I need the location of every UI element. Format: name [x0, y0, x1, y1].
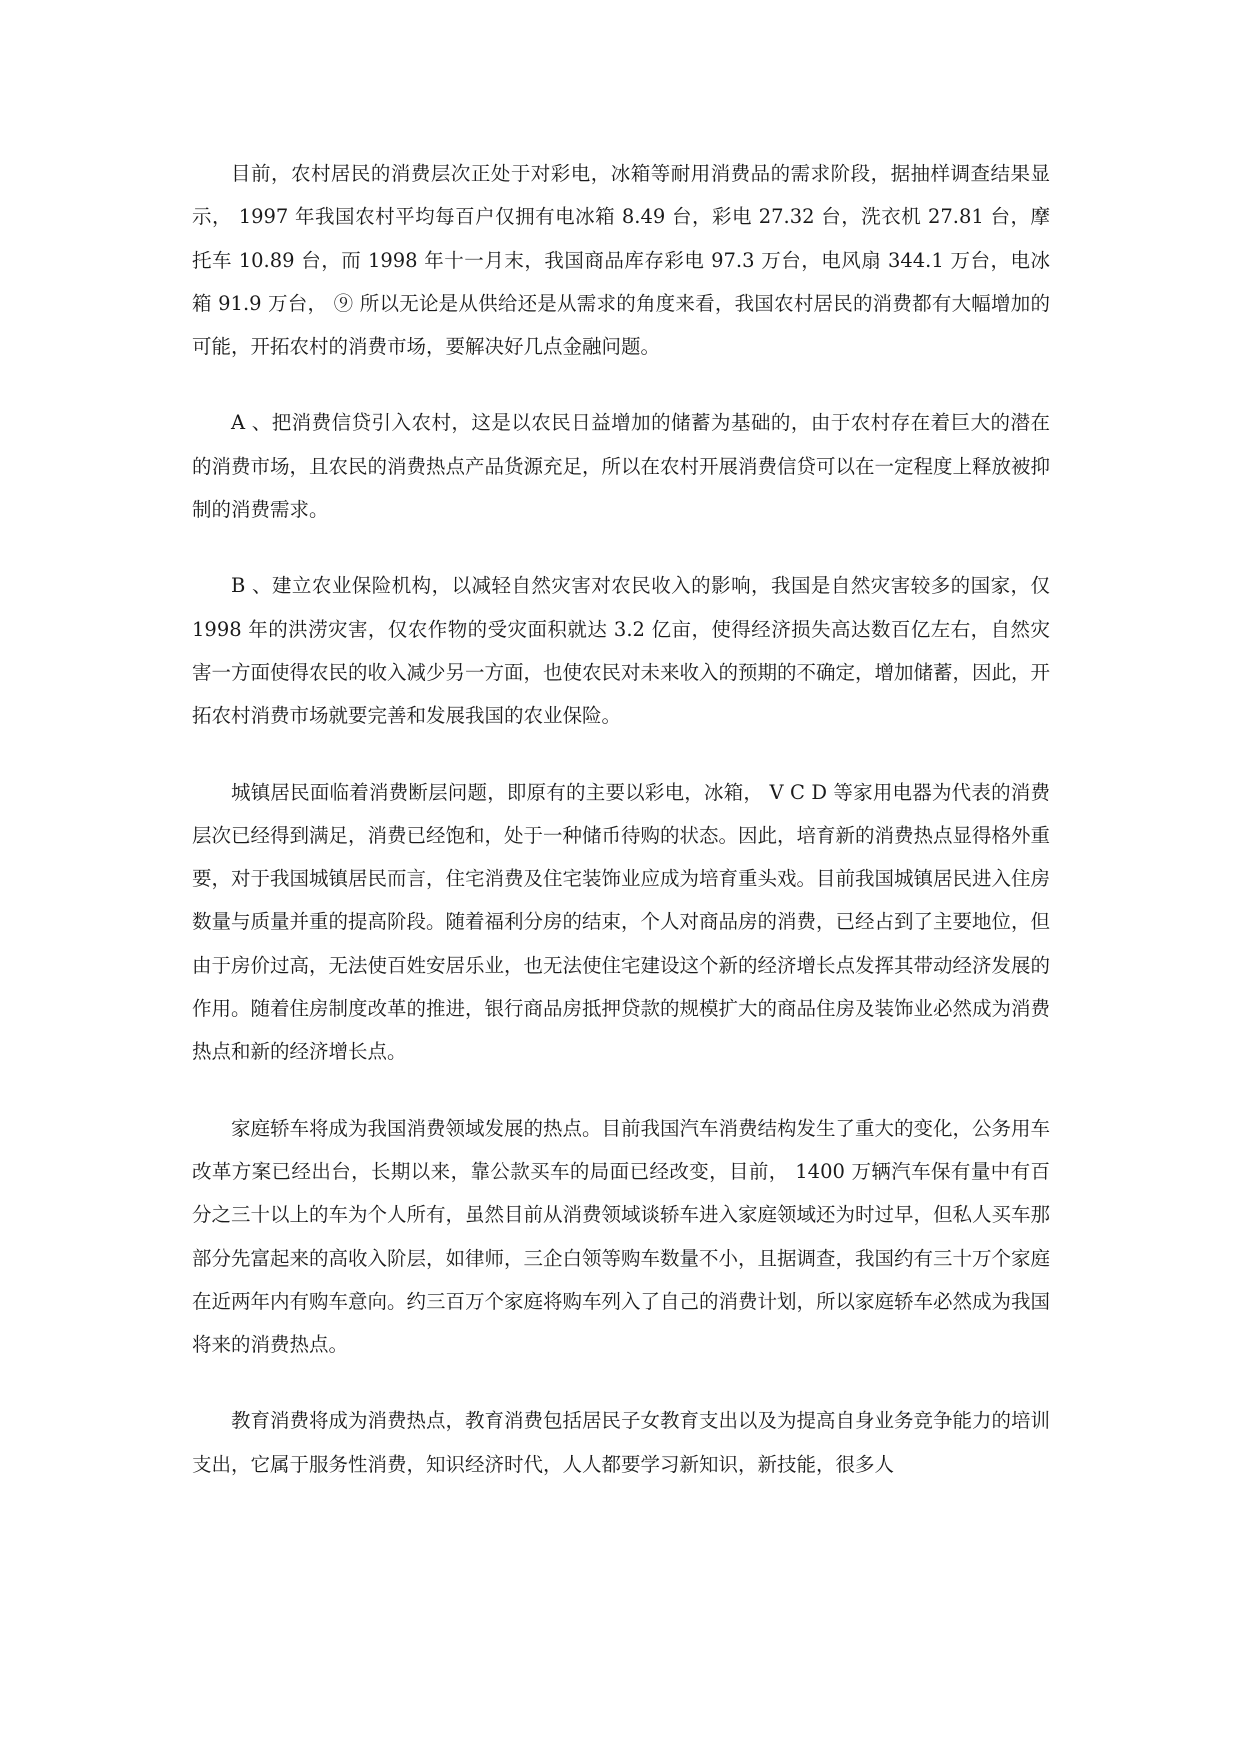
paragraph-agricultural-insurance: B 、建立农业保险机构，以减轻自然灾害对农民收入的影响，我国是自然灾害较多的国家，仅 1998 年的洪涝灾害，仅农作物的受灾面积就达 3.2 亿亩，使得经济损失高达数百亿左右，自然灾害一方面使得农民的收入减少另一方面，也使农民对未来收入的预期的不确定，增加储蓄，因此，开拓农村消费市场就要完善和发展我国的农业保险。 [192, 574, 1051, 728]
document-body [192, 152, 1050, 1486]
paragraph-education-consumption: 教育消费将成为消费热点，教育消费包括居民子女教育支出以及为提高自身业务竞争能力的培训支出，它属于服务性消费，知识经济时代，人人都要学习新知识，新技能，很多人 [192, 1409, 1051, 1476]
paragraph-rural-consumption: 目前，农村居民的消费层次正处于对彩电，冰箱等耐用消费品的需求阶段，据抽样调查结果显示， 1997 年我国农村平均每百户仅拥有电冰箱 8.49 台，彩电 27.32 台，洗衣机 27.81 台，摩托车 10.89 台，而 1998 年十一月末，我国商品库存彩电 97.3 万台，电风扇 344.1 万台，电冰箱 91.9 万台， ⑨ 所以无论是从供给还是从需求的角度来看，我国农村居民的消费都有大幅增加的可能，开拓农村的消费市场，要解决好几点金融问题。 [192, 162, 1050, 359]
paragraph-consumer-credit: A 、把消费信贷引入农村，这是以农民日益增加的储蓄为基础的，由于农村存在着巨大的潜在的消费市场，且农民的消费热点产品货源充足，所以在农村开展消费信贷可以在一定程度上释放被抑制的消费需求。 [192, 411, 1051, 522]
paragraph-urban-housing: 城镇居民面临着消费断层问题，即原有的主要以彩电，冰箱， V C D 等家用电器为代表的消费层次已经得到满足，消费已经饱和，处于一种储币待购的状态。因此，培育新的消费热点显得格外重要，对于我国城镇居民而言，住宅消费及住宅装饰业应成为培育重头戏。目前我国城镇居民进入住房数量与质量并重的提高阶段。随着福利分房的结束，个人对商品房的消费，已经占到了主要地位，但由于房价过高，无法使百姓安居乐业，也无法使住宅建设这个新的经济增长点发挥其带动经济发展的作用。随着住房制度改革的推进，银行商品房抵押贷款的规模扩大的商品住房及装饰业必然成为消费热点和新的经济增长点。 [192, 780, 1051, 1064]
paragraph-family-cars: 家庭轿车将成为我国消费领域发展的热点。目前我国汽车消费结构发生了重大的变化，公务用车改革方案已经出台，长期以来，靠公款买车的局面已经改变，目前， 1400 万辆汽车保有量中有百分之三十以上的车为个人所有，虽然目前从消费领域谈轿车进入家庭领域还为时过早，但私人买车那部分先富起来的高收入阶层，如律师，三企白领等购车数量不小，且据调查，我国约有三十万个家庭在近两年内有购车意向。约三百万个家庭将购车列入了自己的消费计划，所以家庭轿车必然成为我国将来的消费热点。 [192, 1116, 1051, 1357]
